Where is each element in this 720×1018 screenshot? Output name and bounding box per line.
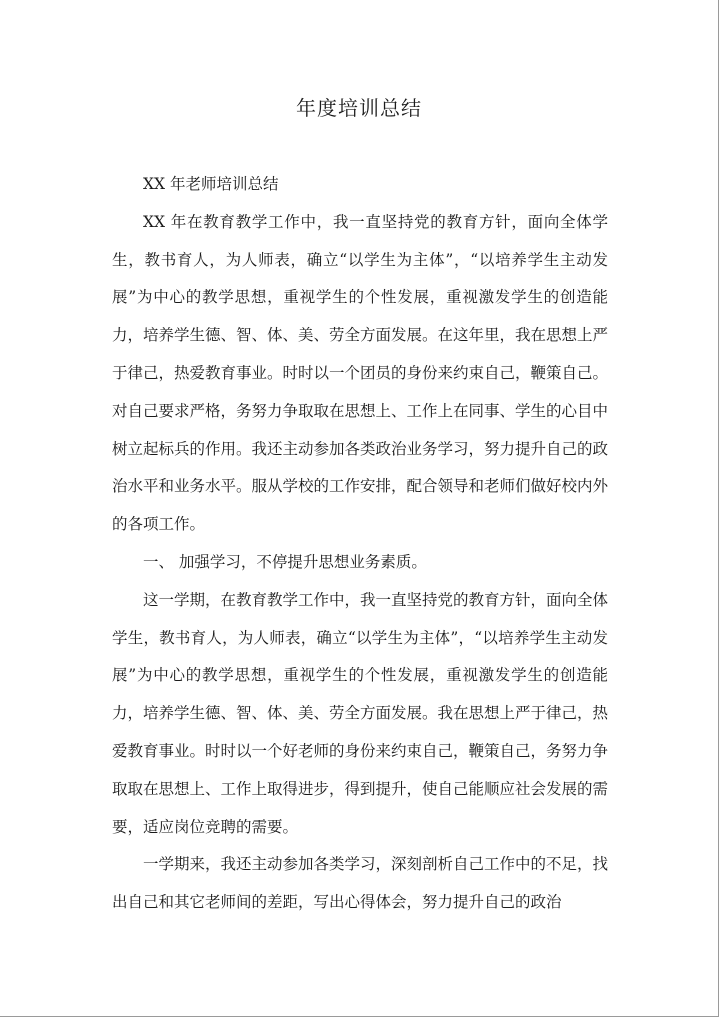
paragraph-subtitle: XX 年老师培训总结 — [143, 175, 279, 193]
document-title: 年度培训总结 — [296, 96, 422, 120]
paragraph-study: 一学期来，我还主动参加各类学习，深刻剖析自己工作中的不足，找出自己和其它老师间的差距，写出心得体会，努力提升自己的政治 — [112, 855, 609, 912]
section-heading: 一、 加强学习，不停提升思想业务素质。 — [143, 552, 427, 571]
document-body — [112, 166, 608, 922]
paragraph-semester: 这一学期，在教育教学工作中，我一直坚持党的教育方针，面向全体学生，教书育人，为人师表，确立“以学生为主体”，“以培养学生主动发展”为中心的教学思想，重视学生的个性发展，重视激发学生的创造能力，培养学生德、智、体、美、劳全方面发展。我在思想上严于律己，热爱教育事业。时时以一个好老师的身份来约束自己，鞭策自己，务努力争取取在思想上、工作上取得进步，得到提升，使自己能顺应社会发展的需要，适应岗位竞聘的需要。 — [112, 590, 609, 836]
paragraph-intro: XX 年在教育教学工作中，我一直坚持党的教育方针，面向全体学生，教书育人，为人师表，确立“以学生为主体”，“以培养学生主动发展”为中心的教学思想，重视学生的个性发展，重视激发学生的创造能力，培养学生德、智、体、美、劳全方面发展。在这年里，我在思想上严于律己，热爱教育事业。时时以一个团员的身份来约束自己，鞭策自己。对自己要求严格，务努力争取取在思想上、工作上在同事、学生的心目中树立起标兵的作用。我还主动参加各类政治业务学习，努力提升自己的政治水平和业务水平。服从学校的工作安排，配合领导和老师们做好校内外的各项工作。 — [112, 212, 609, 534]
